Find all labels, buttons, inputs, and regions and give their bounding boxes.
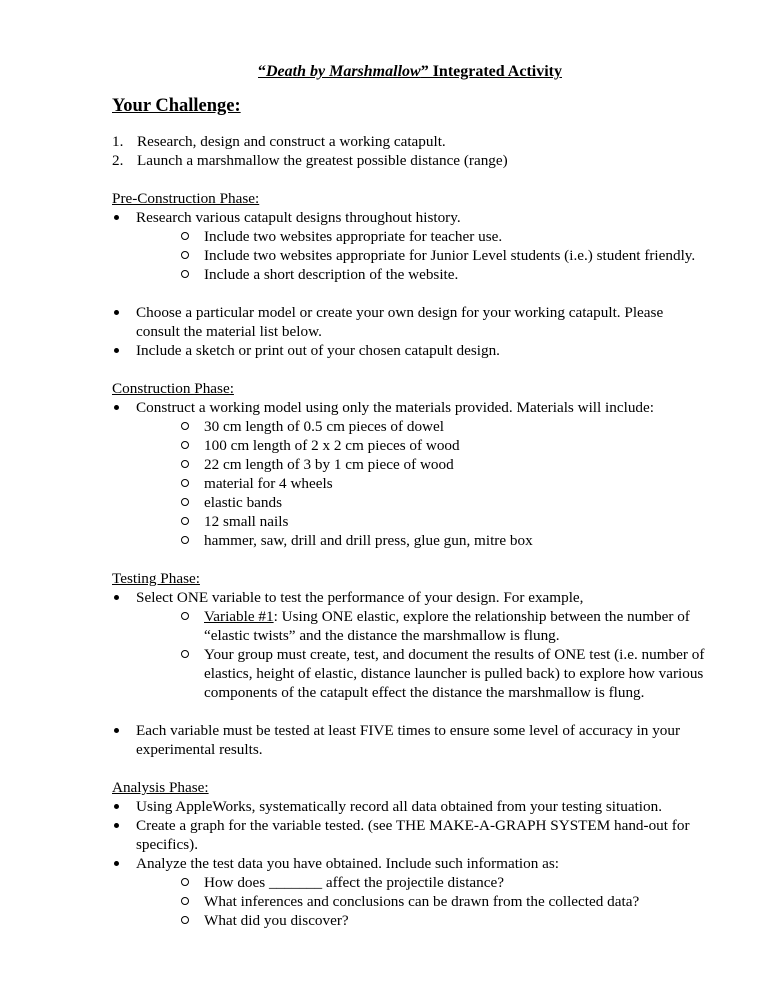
circle-bullet-icon: [181, 916, 189, 924]
circle-bullet-icon: [181, 878, 189, 886]
analysis-bullet-1-text: Using AppleWorks, systematically record all data obtained from your testing situation.: [136, 798, 663, 815]
list-item: [181, 892, 708, 911]
testing-list: [112, 588, 708, 702]
list-item-text: Include a short description of the website.: [204, 266, 459, 283]
pre-construction-bullet-3-text: Include a sketch or print out of your chosen catapult design.: [136, 342, 500, 359]
testing-bullet-2-text: Each variable must be tested at least FIVE times to ensure some level of accuracy in your experimental results.: [136, 722, 681, 758]
list-item: [181, 436, 708, 455]
pre-construction-heading: Pre-Construction Phase:: [112, 190, 260, 207]
bullet-icon: [114, 728, 119, 733]
list-item: [181, 531, 708, 550]
pre-construction-bullet-2: [112, 303, 708, 341]
list-item: [181, 246, 708, 265]
step-2-text: Launch a marshmallow the greatest possible distance (range): [137, 152, 508, 169]
circle-bullet-icon: [181, 612, 189, 620]
construction-list: [112, 398, 708, 550]
list-item-text: What did you discover?: [204, 912, 349, 929]
circle-bullet-icon: [181, 897, 189, 905]
list-item-text: How does _______ affect the projectile distance?: [204, 874, 504, 891]
materials-list: [136, 417, 708, 550]
list-item: [181, 911, 708, 930]
variable-label: Variable #1: [204, 608, 274, 625]
list-item: [181, 455, 708, 474]
list-item: [181, 227, 708, 246]
circle-bullet-icon: [181, 517, 189, 525]
step-2-number: 2.: [112, 152, 124, 169]
analysis-bullet-2: [112, 816, 708, 854]
list-item-text: elastic bands: [204, 494, 283, 511]
step-1-number: 1.: [112, 133, 124, 150]
testing-bullet-2: [112, 721, 708, 759]
step-1-text: Research, design and construct a working catapult.: [137, 133, 446, 150]
list-item-text: Include two websites appropriate for teacher use.: [204, 228, 503, 245]
analysis-list: [112, 797, 708, 930]
step-1: [112, 132, 708, 151]
list-item: [181, 493, 708, 512]
bullet-icon: [114, 405, 119, 410]
analysis-bullet-3-text: Analyze the test data you have obtained. Include such information as:: [136, 855, 560, 872]
analysis-bullet-1: [112, 797, 708, 816]
circle-bullet-icon: [181, 441, 189, 449]
list-item: [181, 417, 708, 436]
pre-construction-list: [112, 208, 708, 284]
pre-construction-bullet-3: [112, 341, 708, 360]
list-item-text: Your group must create, test, and document the results of ONE test (i.e. number of elastics, height of elastic, distance launcher is pulled back) to explore how various components of the catapult effect the distance the marshmallow is flung.: [204, 646, 705, 701]
bullet-icon: [114, 215, 119, 220]
construction-bullet-1: [112, 398, 708, 550]
title-rest: ” Integrated Activity: [420, 63, 562, 80]
list-item-text: 100 cm length of 2 x 2 cm pieces of wood: [204, 437, 460, 454]
list-item-text: material for 4 wheels: [204, 475, 333, 492]
list-item: [181, 873, 708, 892]
bullet-icon: [114, 861, 119, 866]
step-2: [112, 151, 708, 170]
list-item-text: 30 cm length of 0.5 cm pieces of dowel: [204, 418, 444, 435]
circle-bullet-icon: [181, 422, 189, 430]
list-item-text: Include two websites appropriate for Junior Level students (i.e.) student friendly.: [204, 247, 696, 264]
analysis-bullet-2-text: Create a graph for the variable tested. (see THE MAKE-A-GRAPH SYSTEM hand-out for specifics).: [136, 817, 690, 853]
pre-construction-bullet-2-text: Choose a particular model or create your own design for your working catapult. Please consult the material list below.: [136, 304, 664, 340]
list-item: [181, 512, 708, 531]
circle-bullet-icon: [181, 460, 189, 468]
list-item-text: 22 cm length of 3 by 1 cm piece of wood: [204, 456, 454, 473]
analysis-sublist: [136, 873, 708, 930]
construction-bullet-1-text: Construct a working model using only the materials provided. Materials will include:: [136, 399, 654, 416]
circle-bullet-icon: [181, 498, 189, 506]
construction-heading: Construction Phase:: [112, 380, 234, 397]
list-item: [181, 265, 708, 284]
variable-text: : Using ONE elastic, explore the relationship between the number of “elastic twists” and the distance the marshmallow is flung.: [204, 608, 690, 644]
circle-bullet-icon: [181, 251, 189, 259]
title-open-quote: “: [258, 63, 266, 80]
challenge-steps: [112, 132, 708, 170]
document-title: [112, 62, 708, 81]
circle-bullet-icon: [181, 232, 189, 240]
bullet-icon: [114, 348, 119, 353]
circle-bullet-icon: [181, 479, 189, 487]
challenge-heading: Your Challenge:: [112, 96, 241, 116]
analysis-heading: Analysis Phase:: [112, 779, 209, 796]
circle-bullet-icon: [181, 650, 189, 658]
testing-list-2: [112, 721, 708, 759]
analysis-bullet-3: [112, 854, 708, 930]
list-item-text: 12 small nails: [204, 513, 289, 530]
bullet-icon: [114, 804, 119, 809]
bullet-icon: [114, 595, 119, 600]
list-item: [181, 607, 708, 645]
list-item: [181, 645, 708, 702]
circle-bullet-icon: [181, 536, 189, 544]
testing-sublist: [136, 607, 708, 702]
pre-construction-list-2: [112, 303, 708, 360]
pre-construction-bullet-1-text: Research various catapult designs throughout history.: [136, 209, 461, 226]
pre-construction-bullet-1: [112, 208, 708, 284]
testing-bullet-1: [112, 588, 708, 702]
list-item-text: What inferences and conclusions can be drawn from the collected data?: [204, 893, 640, 910]
list-item-text: hammer, saw, drill and drill press, glue gun, mitre box: [204, 532, 533, 549]
testing-bullet-1-text: Select ONE variable to test the performance of your design. For example,: [136, 589, 584, 606]
title-italic: Death by Marshmallow: [266, 63, 421, 80]
pre-construction-sublist: [136, 227, 708, 284]
testing-heading: Testing Phase:: [112, 570, 200, 587]
circle-bullet-icon: [181, 270, 189, 278]
bullet-icon: [114, 823, 119, 828]
list-item: [181, 474, 708, 493]
bullet-icon: [114, 310, 119, 315]
